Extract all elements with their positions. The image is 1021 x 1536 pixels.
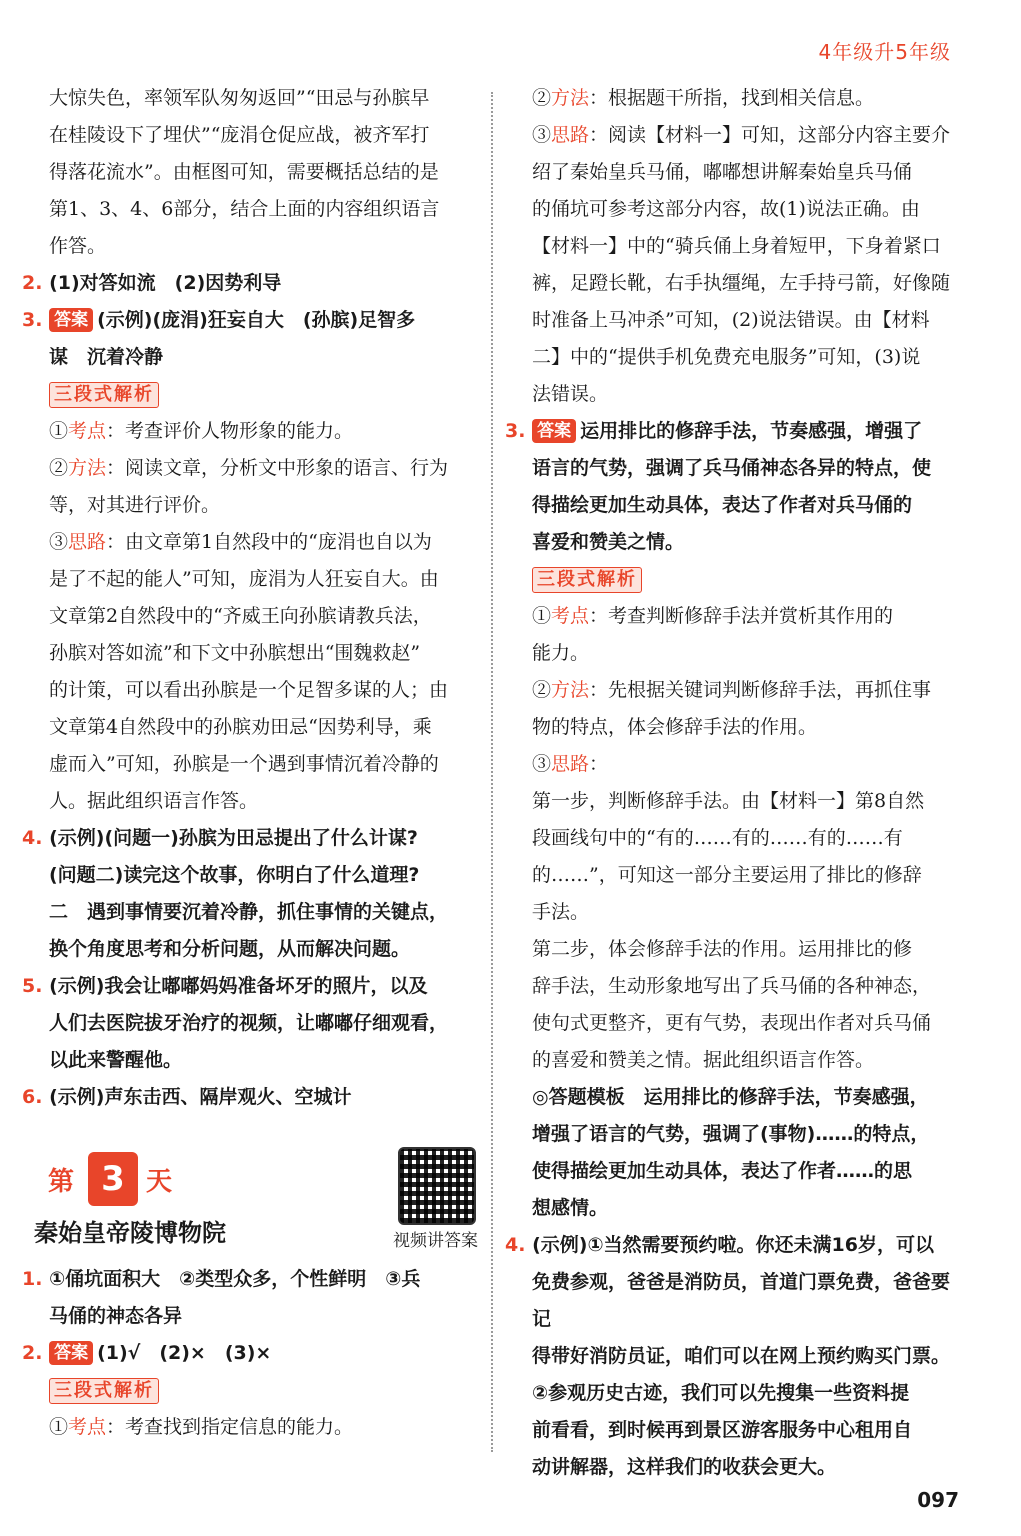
step-line: 的喜爱和赞美之情。据此组织语言作答。 (532, 1049, 875, 1071)
qr-caption: 视频讲答案 (393, 1231, 478, 1251)
fangfa-line: ②方法：阅读文章，分析文中形象的语言、行为 (49, 457, 449, 479)
question-number: 2. (22, 1342, 43, 1364)
question-number: 5. (22, 975, 43, 997)
text-line: 作答。 (49, 235, 107, 257)
answer-text: (示例)①当然需要预约啦。你还未满16岁，可以 (532, 1234, 934, 1256)
question-2 (22, 265, 484, 302)
fangfa-line: ②方法：根据题干所指，找到相关信息。 (532, 87, 875, 109)
step-line: 第二步，体会修辞手法的作用。运用排比的修 (532, 938, 913, 960)
step-line: 第一步，判断修辞手法。由【材料一】第8自然 (532, 790, 925, 812)
text-line: 的计策，可以看出孙膑是一个足智多谋的人；由 (49, 679, 449, 701)
grade-header: 4年级升5年级 (818, 40, 951, 64)
silu-label: 思路 (551, 753, 590, 775)
page-number: 097 (917, 1488, 959, 1512)
text-line: 人。据此组织语言作答。 (49, 790, 259, 812)
text-line: 物的特点，体会修辞手法的作用。 (532, 716, 818, 738)
text-line: 法错误。 (532, 383, 609, 405)
kaodian-line: ①考点：考查找到指定信息的能力。 (49, 1416, 354, 1438)
section-title: 秦始皇帝陵博物院 (34, 1218, 226, 1247)
text-line: 在桂陵设下了埋伏”“庞涓仓促应战，被齐军打 (49, 124, 430, 146)
answer-text: (示例)我会让嘟嘟妈妈准备坏牙的照片，以及 (49, 975, 428, 997)
fangfa-text: ：阅读文章，分析文中形象的语言、行为 (106, 457, 449, 479)
template-label: ◎答题模板 (532, 1086, 625, 1108)
silu-label: 思路 (68, 531, 107, 553)
answer-text: ①俑坑面积大 ②类型众多，个性鲜明 ③兵 (49, 1268, 421, 1290)
template-text: 使得描绘更加生动具体，表达了作者……的思 (532, 1160, 913, 1182)
answer-text: 人们去医院拔牙治疗的视频，让嘟嘟仔细观看， (49, 1012, 449, 1034)
answer-text: 语言的气势，强调了兵马俑神态各异的特点，使 (532, 457, 932, 479)
step-line: 使句式更整齐，更有气势，表现出作者对兵马俑 (532, 1012, 932, 1034)
text-line: 得落花流水”。由框图可知，需要概括总结的是 (49, 161, 439, 183)
silu-label: 思路 (551, 124, 590, 146)
template-line (505, 1079, 965, 1116)
text-line: 的俑坑可参考这部分内容，故(1)说法正确。由 (532, 198, 920, 220)
answer-tag: 答案 (49, 1341, 93, 1365)
text-line: 能力。 (532, 642, 590, 664)
day3-question-1 (22, 1261, 484, 1298)
question-3 (22, 302, 484, 339)
answer-text: (1)√ (2)× (3)× (97, 1342, 272, 1364)
silu-text: ：由文章第1自然段中的“庞涓也自以为 (106, 531, 432, 553)
answer-text: 二 遇到事情要沉着冷静，抓住事情的关键点， (49, 901, 449, 923)
question-6 (22, 1079, 484, 1116)
analysis-badge: 三段式解析 (49, 382, 159, 408)
answer-text: 得带好消防员证，咱们可以在网上预约购买门票。 (532, 1345, 951, 1367)
question-4 (22, 820, 484, 857)
step-line: 的……”，可知这一部分主要运用了排比的修辞 (532, 864, 922, 886)
answer-text: 运用排比的修辞手法，节奏感强，增强了 (580, 420, 923, 442)
answer-text: 动讲解器，这样我们的收获会更大。 (532, 1456, 837, 1478)
answer-text: 前看看，到时候再到景区游客服务中心租用自 (532, 1419, 913, 1441)
answer-text: ②参观历史古迹，我们可以先搜集一些资料提 (532, 1382, 910, 1404)
text-line: 等，对其进行评价。 (49, 494, 221, 516)
kaodian-label: 考点 (551, 605, 590, 627)
text-line: 是了不起的能人”可知，庞涓为人狂妄自大。由 (49, 568, 439, 590)
question-number: 2. (22, 272, 43, 294)
day-prefix: 第 (48, 1167, 75, 1197)
silu-line: ③思路： (532, 753, 609, 775)
text-line: 时准备上马冲杀”可知，(2)说法错误。由【材料 (532, 309, 930, 331)
day-suffix: 天 (146, 1167, 173, 1197)
text-line: 大惊失色，率领军队匆匆返回”“田忌与孙膑早 (49, 87, 430, 109)
question-number: 4. (22, 827, 43, 849)
answer-text: 得描绘更加生动具体，表达了作者对兵马俑的 (532, 494, 913, 516)
text-line: 【材料一】中的“骑兵俑上身着短甲，下身着紧口 (532, 235, 941, 257)
text-line: 孙膑对答如流”和下文中孙膑想出“围魏救赵” (49, 642, 421, 664)
answer-text: 免费参观，爸爸是消防员，首道门票免费，爸爸要记 (532, 1271, 951, 1330)
answer-text: 换个角度思考和分析问题，从而解决问题。 (49, 938, 411, 960)
template-text: 想感情。 (532, 1197, 609, 1219)
text-line: 虚而入”可知，孙膑是一个遇到事情沉着冷静的 (49, 753, 439, 775)
question-4 (505, 1227, 965, 1264)
answer-text: (示例)(问题一)孙膑为田忌提出了什么计谋? (49, 827, 418, 849)
step-line: 段画线句中的“有的……有的……有的……有 (532, 827, 903, 849)
text-line: 绍了秦始皇兵马俑，嘟嘟想讲解秦始皇兵马俑 (532, 161, 913, 183)
answer-tag: 答案 (532, 419, 576, 443)
template-text: 增强了语言的气势，强调了(事物)……的特点， (532, 1123, 930, 1145)
fangfa-text: ：先根据关键词判断修辞手法，再抓住事 (589, 679, 932, 701)
kaodian-label: 考点 (68, 420, 107, 442)
question-5 (22, 968, 484, 1005)
answer-text: 以此来警醒他。 (49, 1049, 183, 1071)
kaodian-text: ：考查找到指定信息的能力。 (106, 1416, 354, 1438)
question-3 (505, 413, 965, 450)
kaodian-text: ：考查评价人物形象的能力。 (106, 420, 354, 442)
answer-text: (1)对答如流 (2)因势利导 (49, 272, 282, 294)
fangfa-label: 方法 (551, 87, 590, 109)
kaodian-line: ①考点：考查判断修辞手法并赏析其作用的 (532, 605, 894, 627)
day-number: 3 (88, 1152, 138, 1206)
fangfa-label: 方法 (68, 457, 107, 479)
answer-text: 马俑的神态各异 (49, 1305, 183, 1327)
silu-line: ③思路：阅读【材料一】可知，这部分内容主要介 (532, 124, 951, 146)
column-divider (491, 92, 493, 1452)
text-line: 文章第4自然段中的孙膑劝田忌“因势利导，乘 (49, 716, 432, 738)
answer-tag: 答案 (49, 308, 93, 332)
fangfa-line: ②方法：先根据关键词判断修辞手法，再抓住事 (532, 679, 932, 701)
fangfa-text: ：根据题干所指，找到相关信息。 (589, 87, 875, 109)
text-line: 文章第2自然段中的“齐威王向孙膑请教兵法， (49, 605, 432, 627)
question-number: 1. (22, 1268, 43, 1290)
right-column (505, 80, 965, 1486)
kaodian-text: ：考查判断修辞手法并赏析其作用的 (589, 605, 894, 627)
text-line: 第1、3、4、6部分，结合上面的内容组织语言 (49, 198, 440, 220)
day3-question-2 (22, 1335, 484, 1372)
answer-text: (示例)(庞涓)狂妄自大 (孙膑)足智多 (97, 309, 416, 331)
template-text: 运用排比的修辞手法，节奏感强， (624, 1086, 929, 1108)
qr-code-icon[interactable] (398, 1147, 476, 1225)
fangfa-label: 方法 (551, 679, 590, 701)
answer-text: (示例)声东击西、隔岸观火、空城计 (49, 1086, 352, 1108)
step-line: 手法。 (532, 901, 590, 923)
silu-text: ：阅读【材料一】可知，这部分内容主要介 (589, 124, 951, 146)
question-number: 3. (22, 309, 43, 331)
question-number: 3. (505, 420, 526, 442)
step-line: 辞手法，生动形象地写出了兵马俑的各种神态， (532, 975, 932, 997)
analysis-badge: 三段式解析 (49, 1378, 159, 1404)
answer-text: 喜爱和赞美之情。 (532, 531, 685, 553)
silu-line: ③思路：由文章第1自然段中的“庞涓也自以为 (49, 531, 432, 553)
text-line: 裤，足蹬长靴，右手执缰绳，左手持弓箭，好像随 (532, 272, 951, 294)
silu-colon: ： (589, 753, 609, 775)
answer-text: (问题二)读完这个故事，你明白了什么道理? (49, 864, 420, 886)
kaodian-label: 考点 (68, 1416, 107, 1438)
kaodian-line: ①考点：考查评价人物形象的能力。 (49, 420, 354, 442)
text-line: 二】中的“提供手机免费充电服务”可知，(3)说 (532, 346, 921, 368)
answer-text: 谋 沉着冷静 (49, 346, 164, 368)
question-number: 4. (505, 1234, 526, 1256)
analysis-badge: 三段式解析 (532, 567, 642, 593)
question-number: 6. (22, 1086, 43, 1108)
